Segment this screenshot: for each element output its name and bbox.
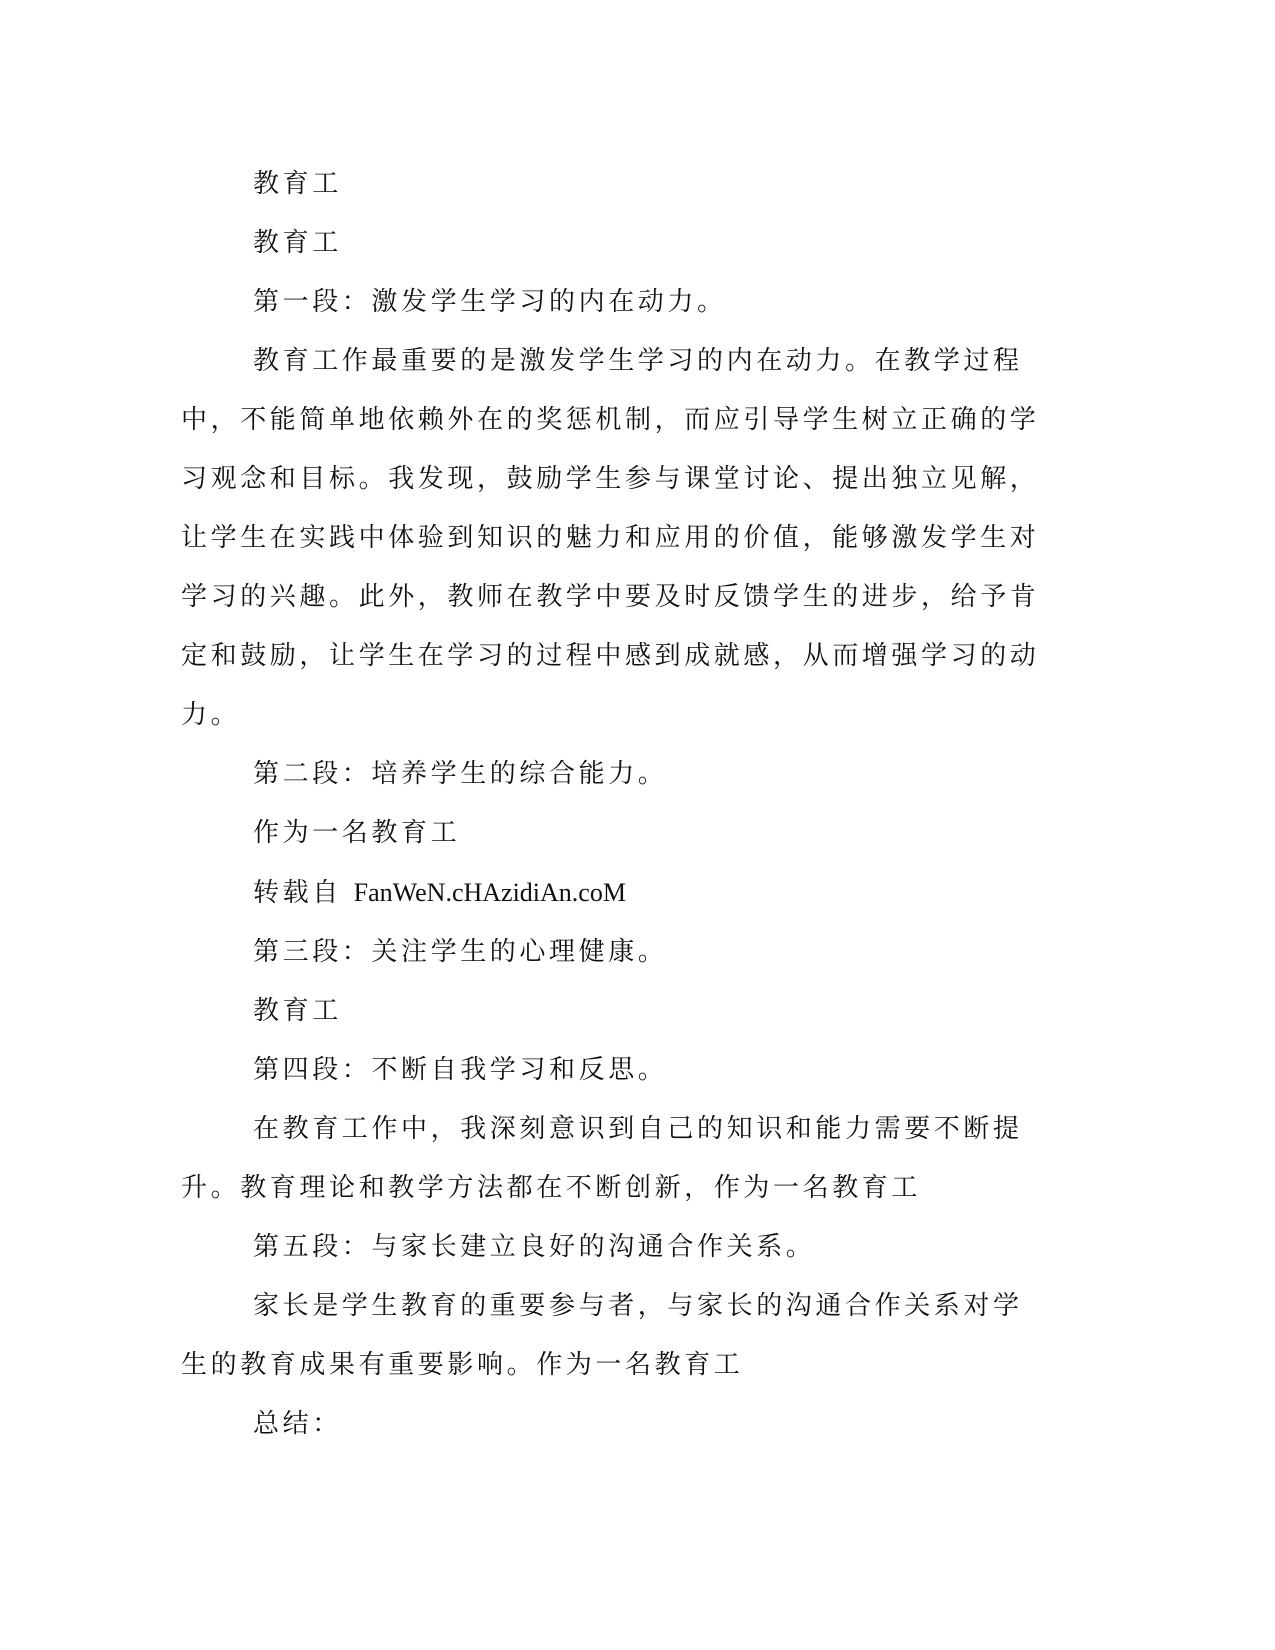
- section-body-4: 在教育工作中，我深刻意识到自己的知识和能力需要不断提升。教育理论和教学方法都在不断创新，作为一名教育工: [181, 1114, 1023, 1203]
- paragraph-title-2: 教育工: [253, 228, 342, 258]
- paragraph-title-1: 教育工: [253, 169, 342, 199]
- section-heading-1: 第一段：激发学生学习的内在动力。: [253, 287, 727, 317]
- section-body-1: 教育工作最重要的是激发学生学习的内在动力。在教学过程中，不能简单地依赖外在的奖惩机制，而应引导学生树立正确的学习观念和目标。我发现，鼓励学生参与课堂讨论、提出独立见解，让学生在实践中体验到知识的魅力和应用的价值，能够激发学生对学习的兴趣。此外，教师在教学中要及时反馈学生的进步，给予肯定和鼓励，让学生在学习的过程中感到成就感，从而增强学习的动力。: [181, 346, 1040, 730]
- section-heading-4: 第四段：不断自我学习和反思。: [253, 1055, 668, 1085]
- section-body-3: 教育工: [253, 996, 342, 1026]
- section-heading-3: 第三段：关注学生的心理健康。: [253, 937, 668, 967]
- section-heading-2: 第二段：培养学生的综合能力。: [253, 759, 668, 789]
- section-body-5: 家长是学生教育的重要参与者，与家长的沟通合作关系对学生的教育成果有重要影响。作为一名教育工: [181, 1291, 1023, 1380]
- source-prefix: 转载自: [253, 878, 354, 908]
- section-body-2: 作为一名教育工: [253, 818, 461, 848]
- document-body: [181, 155, 1041, 1454]
- source-link[interactable]: FanWeN.cHAzidiAn.coM: [353, 878, 626, 907]
- section-heading-5: 第五段：与家长建立良好的沟通合作关系。: [253, 1232, 816, 1262]
- summary-heading: 总结：: [253, 1409, 342, 1439]
- source-line: [181, 863, 1041, 923]
